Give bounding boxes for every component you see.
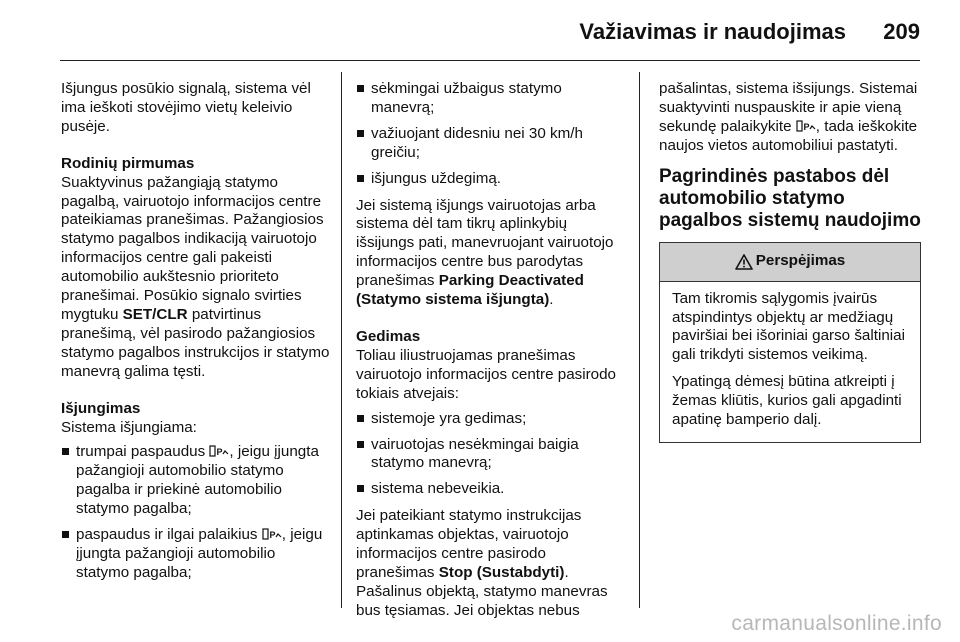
list-item [356, 80, 628, 118]
warning-triangle-icon [735, 254, 753, 270]
warning-body [660, 282, 920, 442]
text-fragment: trumpai paspaudus [76, 443, 206, 461]
text-fragment: sistema nebeveikia. [371, 480, 505, 498]
set-clr-key: SET/CLR [122, 305, 188, 323]
stop-message-paragraph: Jei pateikiant statymo instrukcijas aptinkamas objektas, vairuotojo informacijos centre pasirodo pranešimas Stop (Sustabdyti). Pašalinus objektą, statymo manevras bus tęsiamas. Jei objektas nebus [356, 507, 608, 619]
fault-list [356, 410, 628, 500]
text-fragment: , tada ieškokite naujos vietos automobiliui pastatyti. [659, 117, 918, 154]
fault-heading: Gedimas [356, 327, 421, 345]
bullet-square [62, 531, 69, 538]
list-item [356, 410, 628, 429]
column-right [659, 80, 921, 443]
deactivation-heading: Išjungimas [61, 399, 141, 417]
display-priority-paragraph [61, 174, 331, 382]
list-item [356, 480, 628, 499]
text-fragment: , jeigu įjungta pažangioji automobilio statymo pagalba; [76, 526, 323, 581]
bullet-square [357, 441, 364, 448]
parking-assist-button-icon [796, 120, 816, 132]
continuation-paragraph [659, 80, 921, 156]
text-fragment: važiuojant didesniu nei 30 km/h greičiu; [371, 124, 583, 161]
fault-lead: Toliau iliustruojamas pranešimas vairuotojo informacijos centre pasirodo tokiais atvejais: [356, 346, 617, 402]
text-fragment: vairuotojas nesėkmingai baigia statymo manevrą; [371, 435, 579, 472]
text-fragment: patvirtinus pranešimą, vėl pasirodo pažangiosios statymo pagalbos instrukcijos ir statymo manevrą galima tęsti. [61, 305, 330, 380]
page-header [0, 0, 960, 64]
page-title: Važiavimas ir naudojimas [579, 19, 846, 44]
page-number: 209 [883, 19, 920, 44]
text-fragment: pašalintas, sistema išsijungs. Sistemai suaktyvinti nuspauskite ir apie vieną sekundę palaikykite [659, 80, 918, 135]
column-left [61, 80, 331, 591]
watermark: carmanualsonline.info [731, 612, 942, 635]
warning-paragraph: Tam tikromis sąlygomis įvairūs atspindintys objektų ar medžiagų paviršiai bei išoriniai garso šaltiniai gali trikdyti sistemos veikimą. [672, 289, 905, 364]
text-fragment: , jeigu įjungta pažangioji automobilio statymo pagalba ir priekinė automobilio statymo pagalba; [76, 443, 319, 518]
warning-box [659, 242, 921, 443]
list-item [61, 443, 331, 519]
bullet-square [357, 415, 364, 422]
parking-deactivated-message: Parking Deactivated (Statymo sistema išjungta) [356, 272, 584, 309]
warning-header [660, 243, 920, 282]
stop-message: Stop (Sustabdyti) [438, 563, 565, 581]
text-fragment: Jei pateikiant statymo instrukcijas aptinkamas objektas, vairuotojo informacijos centre pasirodo pranešimas [356, 507, 582, 581]
text-fragment: paspaudus ir ilgai palaikius [76, 526, 258, 544]
column-middle [356, 80, 628, 631]
svg-text:P: P [803, 121, 810, 132]
bullet-square [357, 485, 364, 492]
warning-title: Perspėjimas [755, 252, 846, 270]
text-fragment: Suaktyvinus pažangiąją statymo pagalbą, vairuotojo informacijos centre pateikiamas pranešimas. Pažangiosios statymo pagalbos indikaciją vairuotojo informacijos centre gali pakeisti automobilio aukštesnio prioriteto pranešimai. Posūkio signalo svirties mygtuku [61, 173, 324, 323]
text-fragment: Pašalinus objektą, statymo manevras bus tęsiamas. Jei objektas nebus [356, 582, 608, 619]
text-fragment: išjungus uždegimą. [371, 169, 502, 187]
deactivation-message-paragraph: Jei sistemą išjungs vairuotojas arba sistema dėl tam tikrų aplinkybių išsijungs pati, manevruojant vairuotojo informacijos centre bus parodytas pranešimas Parking Deactivated (Statymo sistema išjungta). [356, 196, 614, 309]
display-priority-heading: Rodinių pirmumas [61, 154, 195, 172]
text-fragment: sistemoje yra gedimas; [371, 409, 527, 427]
bullet-square [357, 175, 364, 182]
deactivation-list-continued [356, 80, 628, 189]
list-item [61, 526, 331, 583]
section-heading: Pagrindinės pastabos dėl automobilio statymo pagalbos sistemų naudojimo [659, 165, 921, 231]
column-divider [341, 72, 342, 608]
text-fragment: sėkmingai užbaigus statymo manevrą; [371, 80, 562, 116]
header-rule [60, 60, 920, 61]
text-fragment: Jei sistemą išjungs vairuotojas arba sistema dėl tam tikrų aplinkybių išsijungs pati, manevruojant vairuotojo informacijos centre bus parodytas pranešimas [356, 196, 614, 290]
deactivation-list [61, 443, 331, 582]
parking-assist-button-icon [209, 445, 229, 457]
list-item [356, 436, 628, 474]
list-item [356, 125, 628, 163]
svg-text:P: P [269, 530, 276, 541]
parking-assist-button-icon [262, 528, 282, 540]
warning-paragraph: Ypatingą dėmesį būtina atkreipti į žemas kliūtis, kurios gali apgadinti apatinę bamperio dalį. [672, 373, 902, 429]
svg-text:P: P [216, 447, 223, 458]
bullet-square [357, 130, 364, 137]
intro-paragraph: Išjungus posūkio signalą, sistema vėl ima ieškoti stovėjimo vietų keleivio pusėje. [61, 80, 311, 135]
column-divider [639, 72, 640, 608]
bullet-square [357, 85, 364, 92]
bullet-square [62, 448, 69, 455]
deactivation-lead: Sistema išjungiama: [61, 418, 197, 436]
list-item [356, 170, 628, 189]
